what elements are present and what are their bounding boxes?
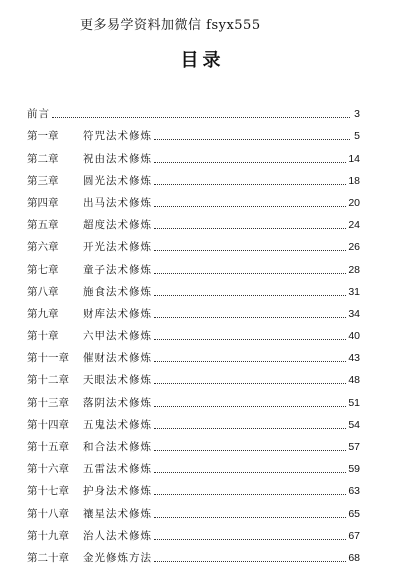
toc-entry-page: 20 — [348, 196, 360, 209]
dot-leader — [154, 361, 346, 362]
toc-entry-page: 18 — [348, 174, 360, 187]
toc-entry-page: 24 — [348, 219, 360, 232]
toc-entry-page: 31 — [348, 285, 360, 298]
toc-entry-chapter: 第十八章 — [27, 507, 69, 520]
toc-entry[interactable] — [27, 410, 360, 432]
dot-leader — [154, 406, 346, 407]
toc-entry-page: 67 — [348, 529, 360, 542]
toc-entry-chapter: 第八章 — [27, 285, 59, 298]
toc-entry-chapter: 第六章 — [27, 241, 59, 254]
toc-entry-title: 天眼法术修炼 — [83, 374, 152, 387]
toc-entry-title: 禳星法术修炼 — [83, 507, 152, 520]
toc-entry-page: 26 — [348, 241, 360, 254]
toc-entry-title: 童子法术修炼 — [83, 263, 152, 276]
toc-entry-page: 63 — [348, 485, 360, 498]
toc-entry[interactable] — [27, 476, 360, 498]
toc-entry-chapter: 第十四章 — [27, 418, 69, 431]
toc-entry[interactable] — [27, 543, 360, 565]
toc-entry[interactable] — [27, 166, 360, 188]
toc-entry-title: 和合法术修炼 — [83, 441, 152, 453]
toc-entry-page: 54 — [348, 418, 360, 431]
toc-entry-chapter: 第五章 — [27, 219, 59, 232]
toc-entry-chapter: 第十一章 — [27, 352, 69, 365]
toc-entry-page: 57 — [348, 441, 360, 453]
toc-entry-title: 出马法术修炼 — [83, 196, 152, 209]
toc-entry[interactable] — [27, 277, 360, 299]
table-of-contents — [27, 99, 360, 565]
toc-entry-page: 59 — [348, 463, 360, 476]
dot-leader — [154, 206, 346, 207]
toc-entry-chapter: 第十章 — [27, 330, 59, 343]
toc-entry-title: 超度法术修炼 — [83, 219, 152, 232]
dot-leader — [154, 162, 346, 163]
toc-entry[interactable] — [27, 232, 360, 254]
header-note: 更多易学资料加微信 fsyx555 — [80, 18, 261, 33]
toc-entry[interactable] — [27, 387, 360, 409]
toc-entry-title: 开光法术修炼 — [83, 241, 152, 254]
toc-entry-title: 圆光法术修炼 — [83, 174, 152, 187]
toc-entry-page: 43 — [348, 352, 360, 365]
toc-entry[interactable] — [27, 343, 360, 365]
toc-entry-page: 48 — [348, 374, 360, 387]
toc-entry-title: 五雷法术修炼 — [83, 463, 152, 476]
toc-entry[interactable] — [27, 454, 360, 476]
toc-entry-chapter: 第二十章 — [27, 551, 69, 564]
toc-entry[interactable] — [27, 121, 360, 143]
dot-leader — [154, 517, 346, 518]
toc-entry-chapter: 第十六章 — [27, 463, 69, 476]
dot-leader — [154, 317, 346, 318]
dot-leader — [154, 295, 346, 296]
toc-title: 目录 — [180, 50, 225, 71]
toc-entry[interactable] — [27, 254, 360, 276]
toc-entry-title: 前言 — [27, 108, 50, 121]
toc-entry-title: 落阴法术修炼 — [83, 396, 152, 409]
toc-entry[interactable] — [27, 498, 360, 520]
toc-entry-chapter: 第十五章 — [27, 441, 69, 453]
toc-entry-chapter: 第九章 — [27, 307, 59, 320]
toc-entry-title: 催财法术修炼 — [83, 352, 152, 365]
toc-entry-page: 5 — [354, 130, 360, 143]
dot-leader — [154, 561, 346, 562]
toc-entry-title: 六甲法术修炼 — [83, 330, 152, 343]
dot-leader — [154, 539, 346, 540]
toc-entry[interactable] — [27, 143, 360, 165]
toc-entry[interactable] — [27, 521, 360, 543]
toc-entry-preface[interactable] — [27, 99, 360, 121]
toc-entry-page: 34 — [348, 307, 360, 320]
toc-entry-title: 施食法术修炼 — [83, 285, 152, 298]
toc-entry[interactable] — [27, 188, 360, 210]
toc-entry-title: 五鬼法术修炼 — [83, 418, 152, 431]
toc-entry-chapter: 第一章 — [27, 130, 59, 143]
dot-leader — [154, 184, 346, 185]
dot-leader — [154, 228, 346, 229]
toc-entry-page: 68 — [348, 551, 360, 564]
toc-entry-page: 40 — [348, 330, 360, 343]
toc-entry[interactable] — [27, 365, 360, 387]
toc-entry-page: 51 — [348, 396, 360, 409]
toc-entry-chapter: 第七章 — [27, 263, 59, 276]
toc-entry-chapter: 第十七章 — [27, 485, 69, 498]
toc-entry-page: 14 — [348, 152, 360, 165]
dot-leader — [154, 428, 346, 429]
toc-entry-chapter: 第十二章 — [27, 374, 69, 387]
toc-entry[interactable] — [27, 210, 360, 232]
toc-entry[interactable] — [27, 299, 360, 321]
dot-leader — [154, 494, 346, 495]
dot-leader — [154, 273, 346, 274]
toc-entry-chapter: 第十三章 — [27, 396, 69, 409]
toc-entry-chapter: 第四章 — [27, 196, 59, 209]
toc-entry-chapter: 第十九章 — [27, 529, 69, 542]
dot-leader — [154, 450, 346, 451]
toc-entry-page: 65 — [348, 507, 360, 520]
dot-leader — [154, 472, 346, 473]
toc-entry-chapter: 第二章 — [27, 152, 59, 165]
toc-entry-title: 金光修炼方法 — [83, 551, 152, 564]
dot-leader — [154, 139, 350, 140]
dot-leader — [154, 250, 346, 251]
toc-entry-page: 3 — [354, 108, 360, 121]
dot-leader — [154, 339, 346, 340]
toc-entry-chapter: 第三章 — [27, 174, 59, 187]
toc-entry-title: 治人法术修炼 — [83, 529, 152, 542]
dot-leader — [154, 383, 346, 384]
dot-leader — [52, 117, 350, 118]
toc-entry-title: 财库法术修炼 — [83, 307, 152, 320]
toc-entry-page: 28 — [348, 263, 360, 276]
toc-entry[interactable] — [27, 432, 360, 454]
toc-entry-title: 符咒法术修炼 — [83, 130, 152, 143]
toc-entry-title: 祝由法术修炼 — [83, 152, 152, 165]
toc-entry-title: 护身法术修炼 — [83, 485, 152, 498]
toc-entry[interactable] — [27, 321, 360, 343]
